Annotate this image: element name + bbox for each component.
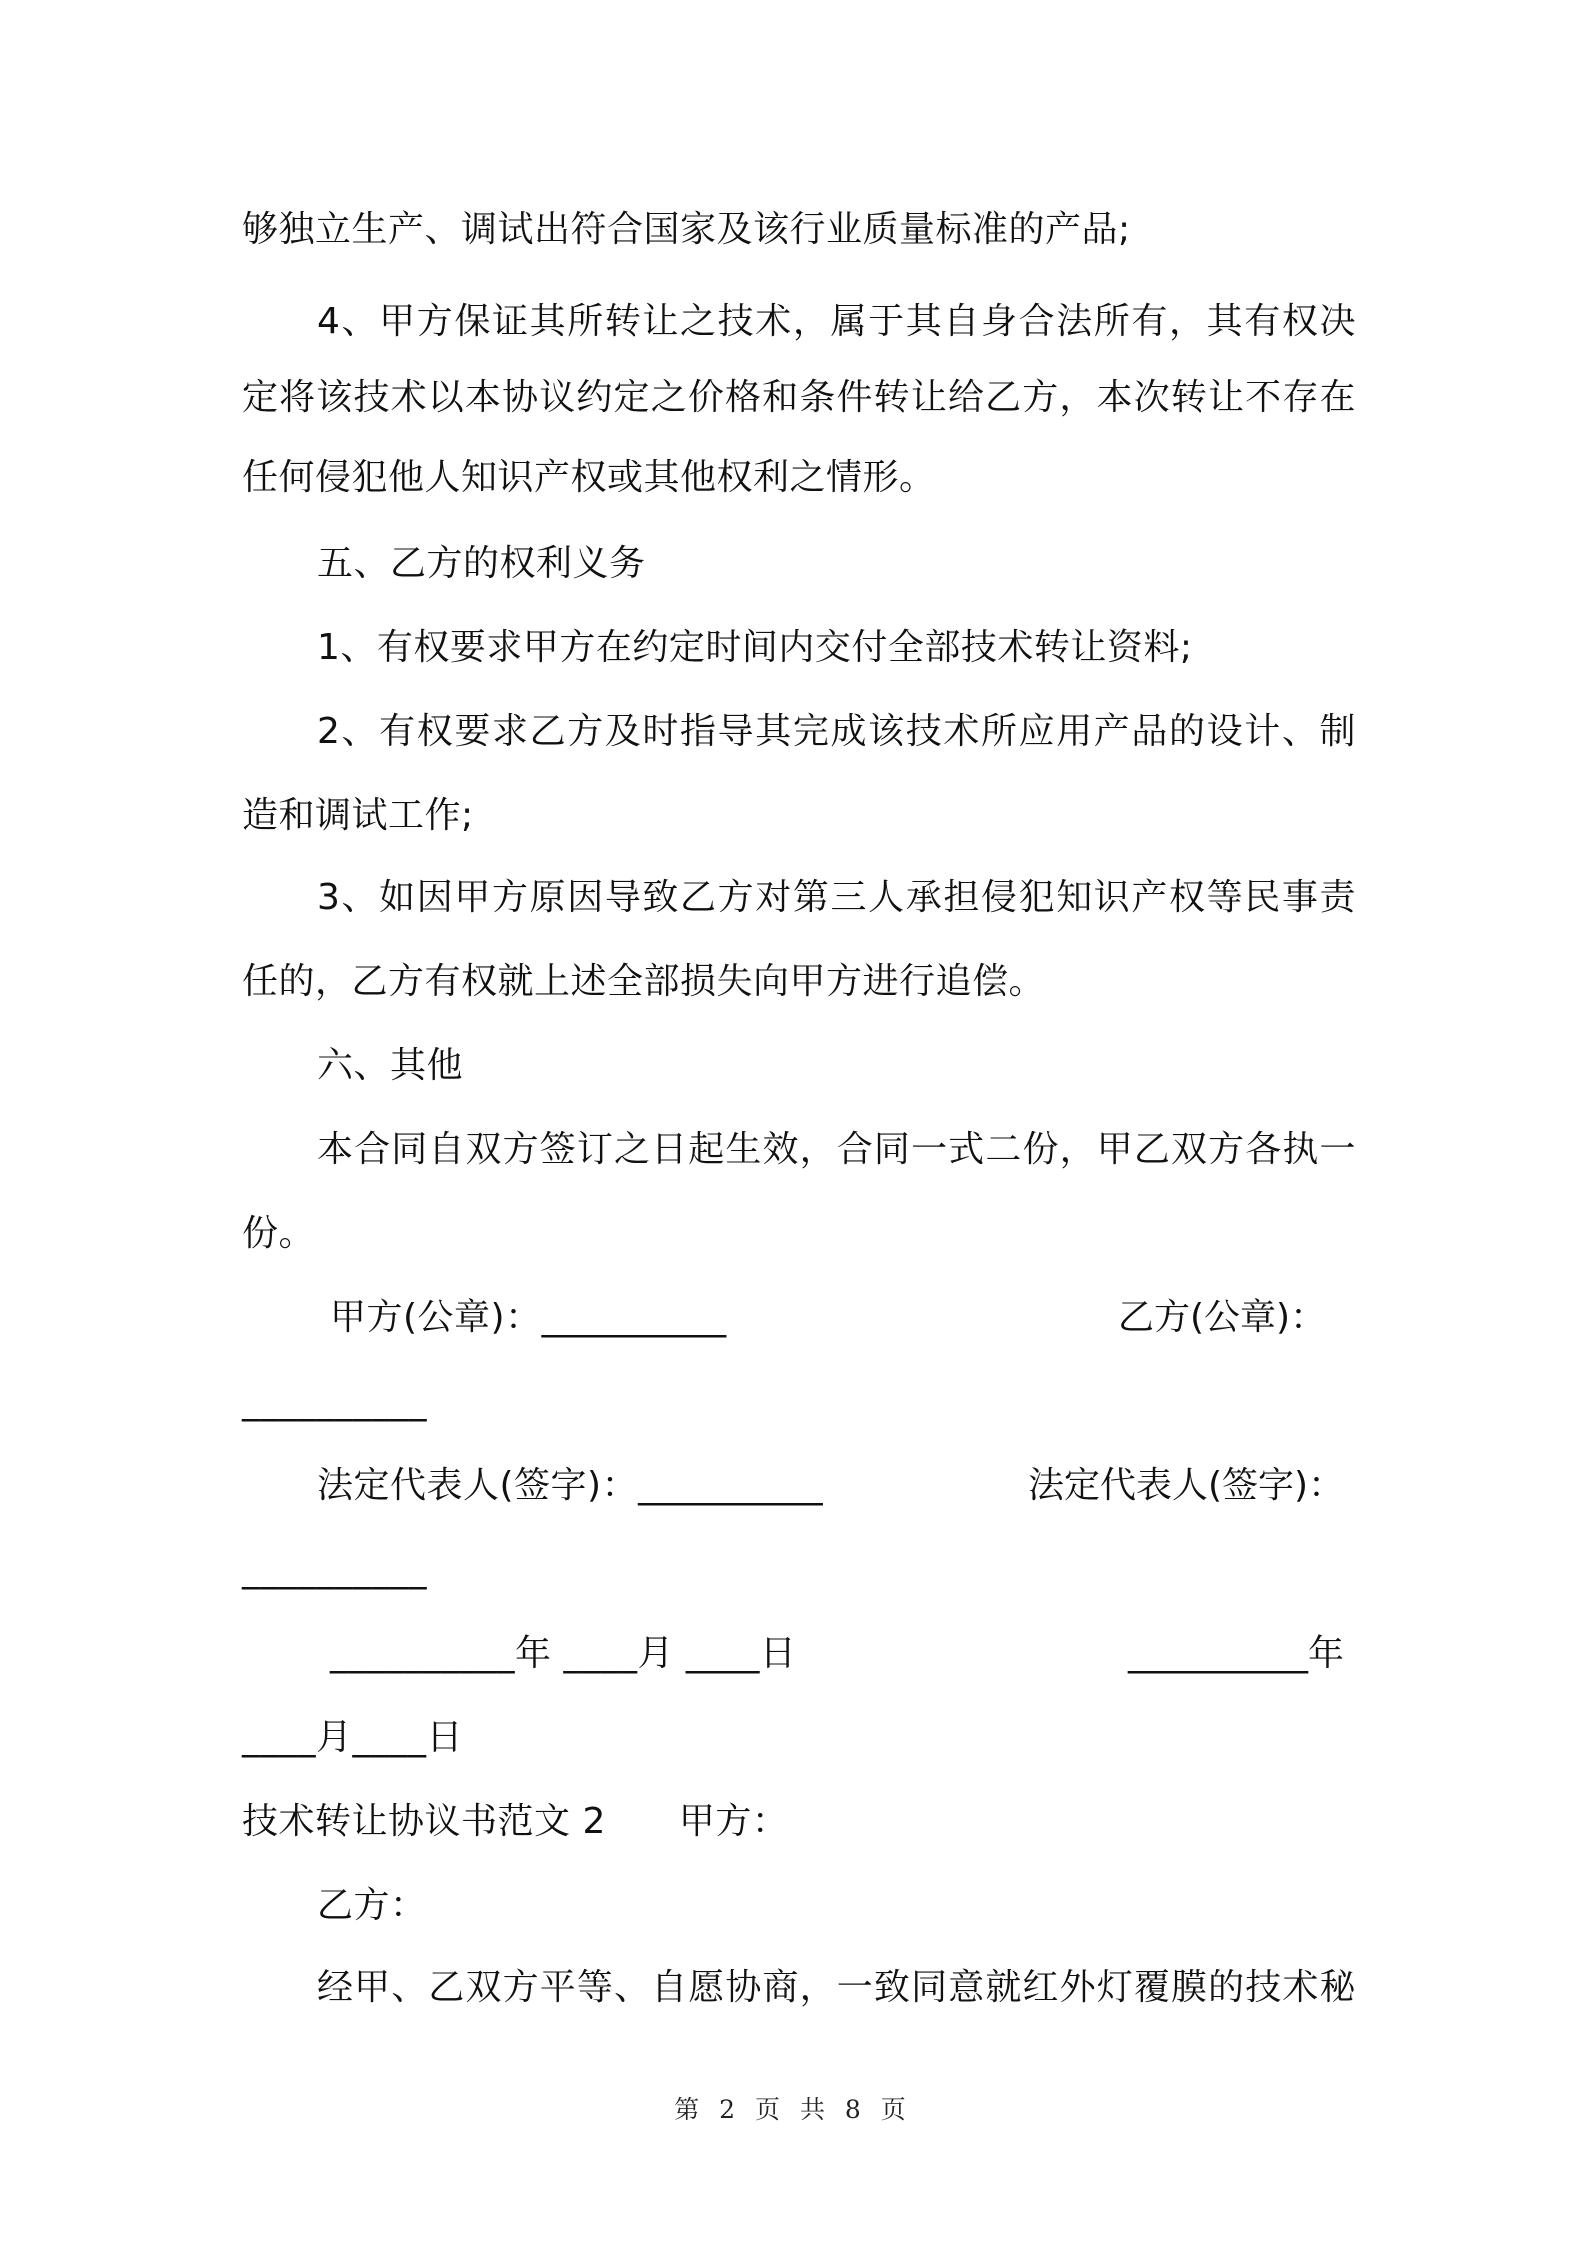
paragraph-line: 3、如因甲方原因导致乙方对第三人承担侵犯知识产权等民事责	[317, 877, 1356, 918]
paragraph-line: 2、有权要求乙方及时指导其完成该技术所应用产品的设计、制	[317, 711, 1356, 752]
paragraph-line: 任的，乙方有权就上述全部损失向甲方进行追偿。	[242, 961, 1046, 1002]
section-heading: 五、乙方的权利义务	[317, 543, 646, 584]
party-b-seal-field: 乙方(公章)：	[1118, 1297, 1327, 1338]
party-b-date-continued: ____月____日	[242, 1717, 464, 1758]
paragraph-line: 份。	[242, 1213, 316, 1254]
paragraph-line: 本合同自双方签订之日起生效，合同一式二份，甲乙双方各执一	[317, 1129, 1356, 1170]
section-heading: 六、其他	[317, 1045, 464, 1086]
paragraph-line: 经甲、乙双方平等、自愿协商，一致同意就红外灯覆膜的技术秘	[317, 1967, 1356, 2008]
paragraph-line: 任何侵犯他人知识产权或其他权利之情形。	[242, 457, 936, 498]
paragraph-line: 4、甲方保证其所转让之技术，属于其自身合法所有，其有权决	[317, 301, 1356, 342]
party-a-seal-field: 甲方(公章)：__________	[330, 1297, 727, 1338]
party-b-seal-blank: __________	[242, 1381, 427, 1422]
paragraph-line: 1、有权要求甲方在约定时间内交付全部技术转让资料;	[317, 627, 1193, 668]
page-indicator: 第 2 页 共 8 页	[674, 2095, 912, 2124]
sample-title-line: 技术转让协议书范文 2 甲方：	[242, 1801, 789, 1842]
party-b-representative-blank: __________	[242, 1549, 427, 1590]
paragraph-line: 定将该技术以本协议约定之价格和条件转让给乙方，本次转让不存在	[242, 377, 1356, 418]
party-b-representative-field: 法定代表人(签字)：	[1028, 1465, 1345, 1506]
party-b-date-field: __________年	[1128, 1633, 1345, 1674]
paragraph-line: 够独立生产、调试出符合国家及该行业质量标准的产品;	[242, 209, 1131, 250]
paragraph-line: 造和调试工作;	[242, 795, 474, 836]
party-a-representative-field: 法定代表人(签字)：__________	[317, 1465, 824, 1506]
party-b-label: 乙方：	[317, 1885, 427, 1926]
party-a-date-field: __________年 ____月 ____日	[330, 1633, 797, 1674]
